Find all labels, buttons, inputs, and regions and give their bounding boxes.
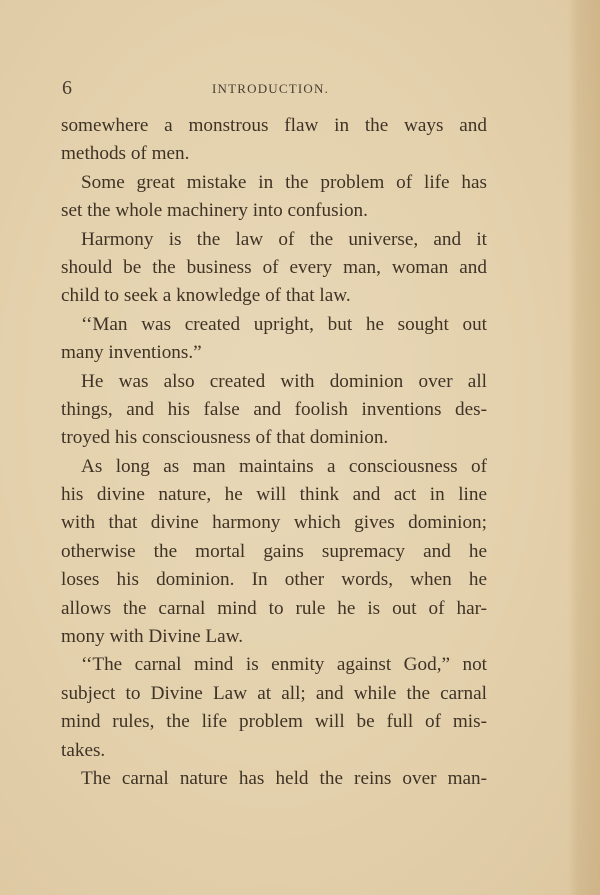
text-line: troyed his consciousness of that dominion. [61,427,389,449]
text-line: Harmony is the law of the universe, and it [81,228,487,250]
text-line: He was also created with dominion over all [81,370,487,392]
text-line: mind rules, the life problem will be full of mis- [61,711,487,733]
page-header [62,77,488,101]
running-head: INTRODUCTION. [212,81,330,96]
text-line: ‘‘Man was created upright, but he sought out [81,313,487,335]
text-line: The carnal nature has held the reins over man- [81,767,487,789]
text-line: ‘‘The carnal mind is enmity against God,” not [81,654,487,676]
text-line: otherwise the mortal gains supremacy and he [61,540,487,562]
text-line: somewhere a monstrous flaw in the ways and [61,115,487,136]
text-line: Some great mistake in the problem of life has [81,171,487,193]
text-line: should be the business of every man, woman and [61,256,487,278]
page-number: 6 [62,77,72,99]
text-line: mony with Divine Law. [61,626,244,648]
text-line: set the whole machinery into confusion. [61,200,368,222]
text-line: things, and his false and foolish inventions des- [61,398,487,420]
text-line: As long as man maintains a consciousness of [81,455,487,477]
text-line: methods of men. [61,143,190,165]
text-line: loses his dominion. In other words, when he [61,569,487,591]
text-line: takes. [61,739,106,761]
text-line: many inventions.” [61,342,202,364]
text-line: allows the carnal mind to rule he is out of har- [61,597,487,619]
text-line: subject to Divine Law at all; and while the carnal [61,682,487,704]
body-text [61,112,487,793]
text-line: child to seek a knowledge of that law. [61,285,351,307]
text-line: his divine nature, he will think and act in line [61,484,487,506]
text-line: with that divine harmony which gives dominion; [61,512,487,534]
